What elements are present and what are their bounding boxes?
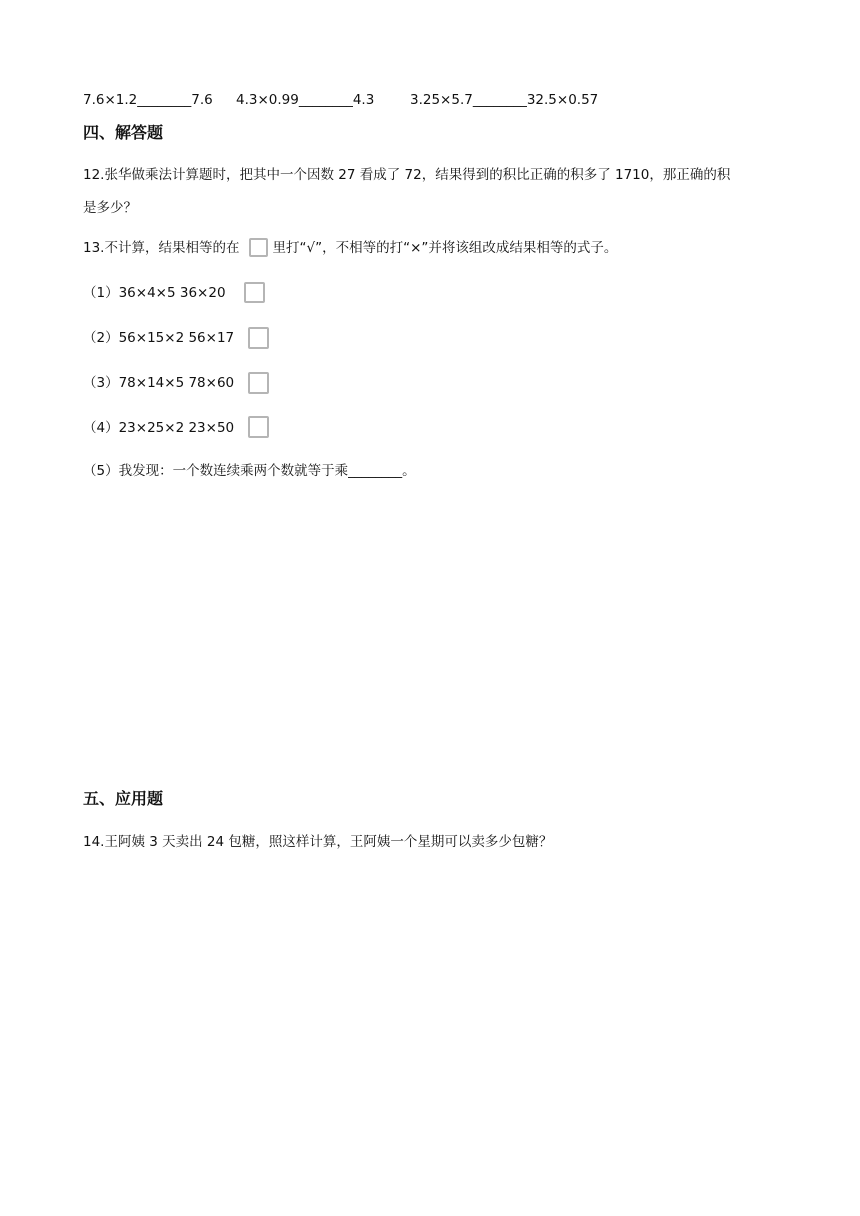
q13-item-1: （1）36×4×5 36×20 (83, 285, 226, 301)
q13-item-3: （3）78×14×5 78×60 (83, 375, 235, 391)
section-5-title: 五、应用题 (83, 789, 164, 808)
q13-item-4: （4）23×25×2 23×50 (83, 420, 235, 436)
q13-item-5: （5）我发现：一个数连续乘两个数就等于乘________。 (83, 463, 416, 479)
comparison-2: 4.3×0.99________4.3 (236, 92, 375, 108)
q13-item-2: （2）56×15×2 56×17 (83, 330, 235, 346)
comparison-1: 7.6×1.2________7.6 (83, 92, 213, 108)
answer-box-2[interactable] (248, 327, 269, 349)
answer-box-1[interactable] (244, 282, 265, 303)
answer-box-4[interactable] (248, 416, 269, 438)
answer-box-example (249, 238, 268, 257)
answer-box-3[interactable] (248, 372, 269, 394)
question-14: 14.王阿姨 3 天卖出 24 包糖，照这样计算，王阿姨一个星期可以卖多少包糖？ (83, 834, 553, 850)
question-13-suffix: 里打“√”，不相等的打“×”并将该组改成结果相等的式子。 (272, 240, 618, 256)
question-13 (83, 238, 617, 258)
question-12-line-2: 是多少？ (83, 200, 137, 216)
question-13-prefix: 13.不计算，结果相等的在 (83, 240, 240, 256)
section-4-title: 四、解答题 (83, 123, 164, 142)
question-12-line-1: 12.张华做乘法计算题时，把其中一个因数 27 看成了 72，结果得到的积比正确的积多了 1710，那正确的积 (83, 167, 731, 183)
comparison-3: 3.25×5.7________32.5×0.57 (410, 92, 599, 108)
